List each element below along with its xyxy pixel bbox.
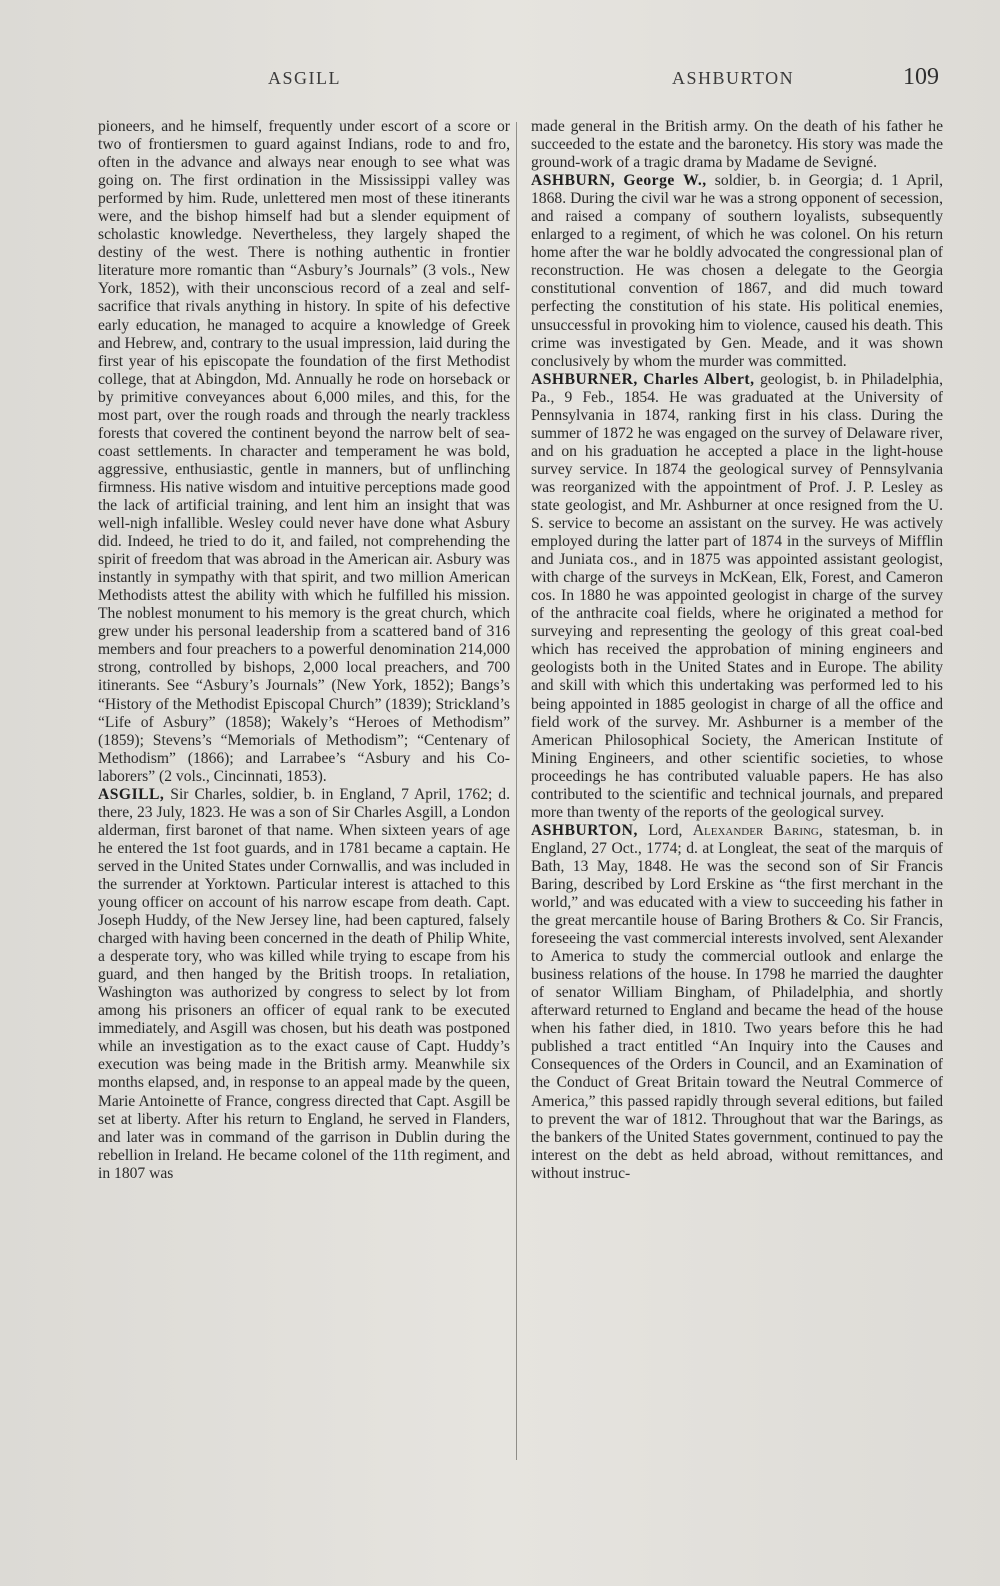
ashburner-text: geologist, b. in Philadelphia, Pa., 9 Feb., 1854. He was graduated at the University of Pennsylvania in 1874, ranking first in his class. During the summer of 1872 he was engaged on the survey of Delaware river, and on his graduation he accepted a place in the light-house survey service. In 1874 the geological survey of Pennsylvania was reorganized with the appointment of Prof. J. P. Lesley as state geologist, and Mr. Ashburner at once resigned from the U. S. service to become an assistant on the survey. He was actively employed during the latter part of 1874 in the surveys of Mifflin and Juniata cos., and in 1875 was appointed assistant geologist, with charge of the surveys in McKean, Elk, Forest, and Cameron cos. In 1880 he was appointed geologist in charge of the survey of the anthracite coal fields, where he originated a method for surveying and representing the geology of this great coal-bed which has received the approbation of mining engineers and geologists both in the United States and in Europe. The ability and skill with which this undertaking was performed led to his being appointed in 1885 geologist in charge of all the office and field work of the survey. Mr. Ashburner is a member of the American Philosophical Society, the American Institute of Mining Engineers, and other scientific societies, to whose proceedings he has contributed valuable papers. He has also contributed to the scientific and technical journals, and prepared more than twenty of the reports of the geological survey. — [531, 370, 943, 821]
center-running-head: ASHBURTON — [672, 68, 795, 88]
ashburner-headword: ASHBURNER, — [531, 370, 638, 388]
asgill-entry-continuation: made general in the British army. On the death of his father he succeeded to the estate and the baronetcy. His story was made the ground-work of a tragic drama by Madame de Sevigné. — [531, 118, 943, 172]
ashburner-entry — [531, 371, 943, 822]
ashburton-headword: ASHBURTON, — [531, 821, 638, 839]
page-number: 109 — [903, 64, 939, 90]
asgill-headword: ASGILL, — [98, 785, 165, 803]
ashburn-entry — [531, 172, 943, 371]
column-divider — [516, 122, 517, 1460]
ashburn-headword: ASHBURN, — [531, 172, 616, 190]
running-header — [0, 64, 1000, 94]
ashburton-name: Alexander Baring, — [692, 821, 823, 839]
asbury-entry-continuation: pioneers, and he himself, frequently under escort of a score or two of frontiersmen to guard against Indians, rode to and fro, often in the advance and always near enough to see what was going on. The first ordination in the Mississippi valley was performed by him. Rude, unlettered men most of these itinerants were, and the bishop himself had but a slender equipment of scholastic knowledge. Nevertheless, they largely shaped the destiny of the west. There is nothing authentic in frontier literature more romantic than “Asbury’s Journals” (3 vols., New York, 1852), with their unconscious record of a zeal and self-sacrifice that rivals anything in history. In spite of his defective early education, he managed to acquire a knowledge of Greek and Hebrew, and, contrary to the usual impression, laid during the first year of his episcopate the foundation of the first Methodist college, that at Abingdon, Md. Annually he rode on horseback or by primitive conveyances about 6,000 miles, and this, for the most part, over the rough roads and through the nearly trackless forests that covered the continent beyond the narrow belt of sea-coast settlements. In character and temperament he was bold, aggressive, enthusiastic, gentle in manners, but of unflinching firmness. His native wisdom and intuitive perceptions made good the lack of artificial training, and lent him an insight that was well-nigh infallible. Wesley could never have done what Asbury did. Indeed, he tried to do it, and failed, not comprehending the spirit of freedom that was abroad in the American air. Asbury was instantly in sympathy with that spirit, and two million American Methodists attest the ability with which he fulfilled his mission. The noblest monument to his memory is the great church, which grew under his personal leadership from a scattered band of 316 members and four preachers to a powerful denomination 214,000 strong, controlled by bishops, 2,000 local preachers, and 700 itinerants. See “Asbury’s Journals” (New York, 1852); Bangs’s “History of the Methodist Episcopal Church” (1839); Strickland’s “Life of Asbury” (1858); Wakely’s “Heroes of Methodism” (1859); Stevens’s “Memorials of Methodism”; “Centenary of Methodism” (1866); and Larrabee’s “Asbury and his Co-laborers” (2 vols., Cincinnati, 1853). — [98, 118, 510, 785]
ashburton-title: Lord, — [648, 821, 683, 839]
asgill-forename: Sir Charles, — [170, 785, 246, 803]
ashburn-text: soldier, b. in Georgia; d. 1 April, 1868. During the civil war he was a strong opponent of secession, and raised a company of southern loyalists, subsequently enlarged to a regiment, of which he was colonel. On his return home after the war he boldly advocated the congressional plan of reconstruction. He was chosen a delegate to the Georgia constitutional convention of 1867, and did much toward perfecting the constitution of his state. His political enemies, unsuccessful in provoking him to violence, caused his death. This crime was investigated by Gen. Meade, and it was shown conclusively by whom the murder was committed. — [531, 172, 943, 370]
ashburner-forename: Charles Albert, — [643, 370, 755, 388]
ashburton-text: statesman, b. in England, 27 Oct., 1774; d. at Longleat, the seat of the marquis of Bath, 13 May, 1848. He was the second son of Sir Francis Baring, described by Lord Erskine as “the first merchant in the world,” and was educated with a view to succeeding his father in the great mercantile house of Baring Brothers & Co. Sir Francis, foreseeing the vast commercial interests involved, sent Alexander to America to study the commercial outlook and enlarge the business relations of the house. In 1798 he married the daughter of senator William Bingham, of Philadelphia, and shortly afterward returned to England and became the head of the house when his father died, in 1810. Two years before this he had published a tract entitled “An Inquiry into the Causes and Consequences of the Orders in Council, and an Examination of the Conduct of Great Britain toward the Neutral Commerce of America,” this passed rapidly through several editions, but failed to prevent the war of 1812. Throughout that war the Barings, as the bankers of the United States government, continued to pay the interest on the debt as held abroad, without remittances, and without instruc- — [531, 821, 943, 1182]
right-column — [531, 118, 943, 1183]
ashburn-forename: George W., — [623, 172, 707, 190]
asgill-text: soldier, b. in England, 7 April, 1762; d. there, 23 July, 1823. He was a son of Sir Charles Asgill, a London alderman, first baronet of that name. When sixteen years of age he entered the 1st foot guards, and in 1781 became a captain. He served in the United States under Cornwallis, and was included in the surrender at Yorktown. Particular interest is attached to this young officer on account of his narrow escape from death. Capt. Joseph Huddy, of the New Jersey line, had been captured, falsely charged with having been concerned in the death of Philip White, a desperate tory, who was killed while trying to escape from his guard, and then hanged by the British troops. In retaliation, Washington was authorized by congress to select by lot from among his prisoners an officer of equal rank to be executed immediately, and Asgill was chosen, but his death was postponed while an investigation as to the exact cause of Capt. Huddy’s execution was being made in the British army. Meanwhile six months elapsed, and, in response to an appeal made by the queen, Marie Antoinette of France, congress directed that Capt. Asgill be set at liberty. After his return to England, he served in Flanders, and later was in command of the garrison in Dublin during the rebellion in Ireland. He became colonel of the 11th regiment, and in 1807 was — [98, 785, 510, 1182]
asgill-entry — [98, 786, 510, 1183]
left-column — [98, 118, 510, 1183]
ashburton-entry — [531, 822, 943, 1183]
left-running-head: ASGILL — [268, 68, 341, 88]
